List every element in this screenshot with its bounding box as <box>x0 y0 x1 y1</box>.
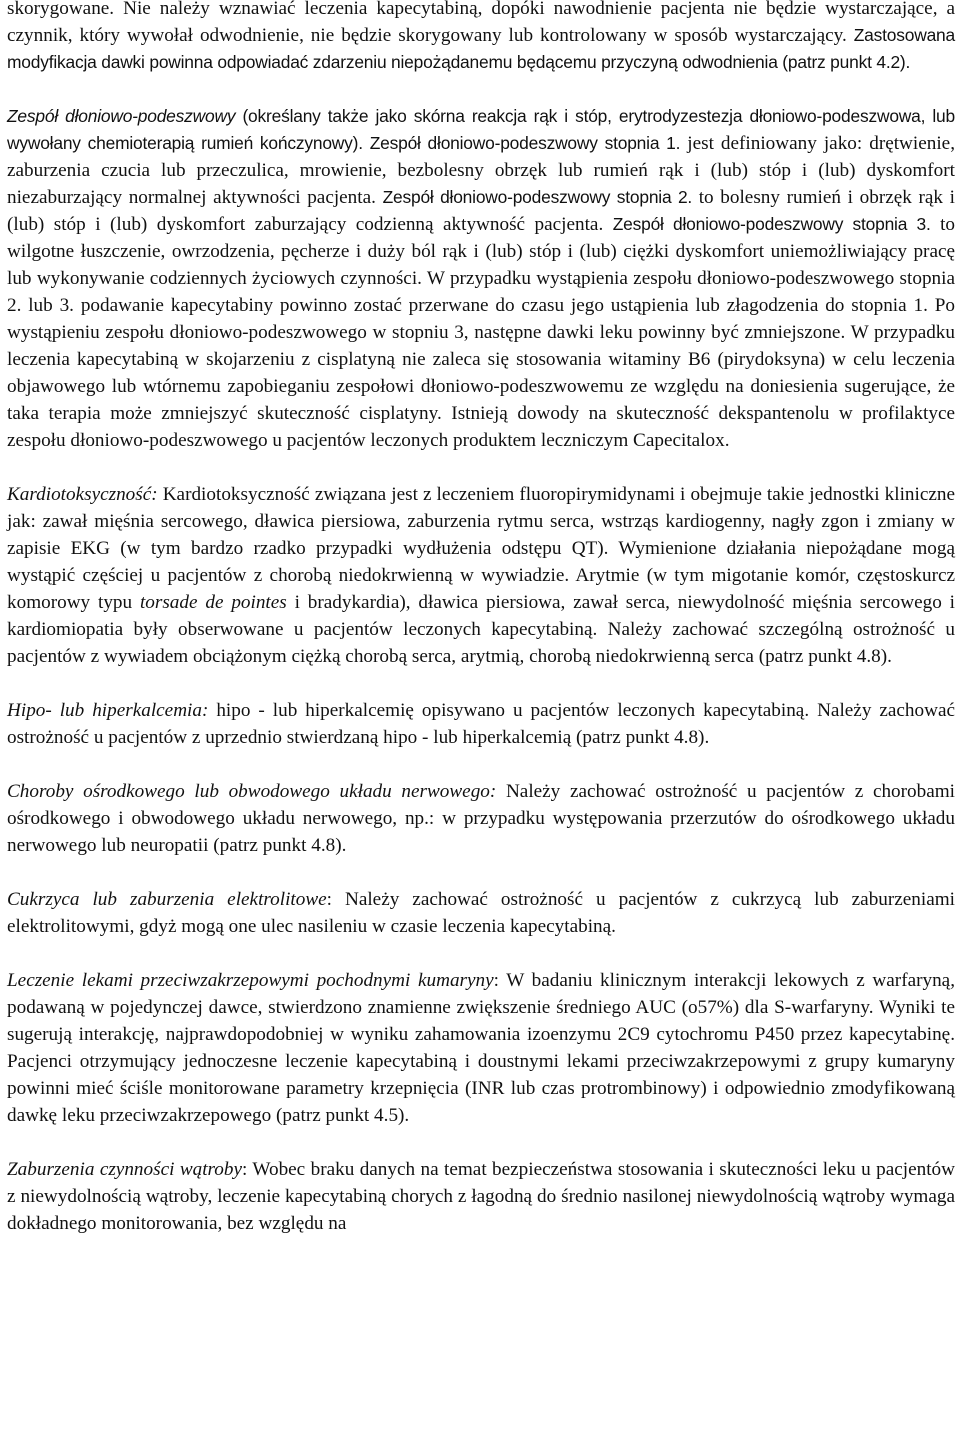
text-segment-italic: torsade de pointes <box>139 592 287 613</box>
paragraph-calcemia <box>7 697 955 751</box>
text-segment: (określany także jako skórna reakcja rąk i stóp, erytrodyzestezja dłoniowo-podeszwowa, lub wywołany chemioterapią rumień kończynowy). Zespół dłoniowo-podeszwowy stopnia 1. <box>7 106 955 153</box>
text-segment: : Wobec braku danych na temat bezpieczeństwa stosowania i skuteczności leku u pacjentów z niewydolnością wątroby, leczenie kapecytabiną chorych z łagodną do średnio nasilonej niewydolnością wątroby wymaga dokładnego monitorowania, bez względu na <box>7 1159 955 1234</box>
section-heading: Choroby ośrodkowego lub obwodowego układu nerwowego: <box>7 781 497 802</box>
paragraph-dehydration-end <box>7 0 955 76</box>
section-heading: Zespół dłoniowo-podeszwowy <box>7 106 236 126</box>
text-segment: skorygowane. <box>7 0 124 19</box>
paragraph-liver <box>7 1156 955 1237</box>
text-segment: i bradykardia), dławica piersiowa, zawał serca, niewydolność mięśnia sercowego i kardiomiopatia były obserwowane u pacjentów leczonych kapecytabiną. Należy zachować szczególną ostrożność u pacjentów z wywiadem obciążonym ciężką chorobą serca, arytmią, chorobą niedokrwienną serca (patrz punkt 4.8). <box>7 592 955 667</box>
paragraph-nervous-system <box>7 778 955 859</box>
text-segment: hipo - lub hiperkalcemię opisywano u pacjentów leczonych kapecytabiną. Należy zachować ostrożność u pacjentów z uprzednio stwierdzaną hipo - lub hiperkalcemią (patrz punkt 4.8). <box>7 700 955 748</box>
text-segment: Nie należy wznawiać leczenia kapecytabiną, dopóki nawodnienie pacjenta nie będzie wystarczające, a czynnik, który wywołał odwodnienie, nie będzie skorygowany lub kontrolowany w sposób wystarczający. <box>7 0 955 46</box>
text-segment: Zastosowana modyfikacja dawki powinna odpowiadać zdarzeniu niepożądanemu będącemu przyczyną odwodnienia (patrz punkt 4.2). <box>7 25 955 72</box>
text-segment: Zespół dłoniowo-podeszwowy stopnia 2. <box>382 187 693 207</box>
text-segment: jest definiowany jako: drętwienie, zaburzenia czucia lub przeczulica, mrowienie, bezbolesny obrzęk lub rumień rąk i (lub) stóp i (lub) dyskomfort niezaburzający normalnej aktywności pacjenta. <box>7 133 955 208</box>
section-heading: Hipo- lub hiperkalcemia: <box>7 700 209 721</box>
paragraph-anticoagulants <box>7 967 955 1129</box>
text-segment: : Należy zachować ostrożność u pacjentów z cukrzycą lub zaburzeniami elektrolitowymi, gdyż mogą one ulec nasileniu w czasie leczenia kapecytabiną. <box>7 889 955 937</box>
text-segment: Należy zachować ostrożność u pacjentów z chorobami ośrodkowego i obwodowego układu nerwowego, np.: w przypadku występowania przerzutów do ośrodkowego układu nerwowego lub neuropatii (patrz punkt 4.8). <box>7 781 955 856</box>
section-heading: Kardiotoksyczność: <box>7 484 158 505</box>
paragraph-hand-foot-syndrome <box>7 103 955 454</box>
paragraph-diabetes <box>7 886 955 940</box>
text-segment: to wilgotne łuszczenie, owrzodzenia, pęcherze i duży ból rąk i (lub) stóp i (lub) ciężki dyskomfort uniemożliwiający pracę lub wykonywanie codziennych życiowych czynności. W przypadku wystąpienia zespołu dłoniowo-podeszwowego stopnia 2. lub 3. <box>7 214 955 316</box>
document-page <box>7 0 955 1264</box>
section-heading: Leczenie lekami przeciwzakrzepowymi pochodnymi kumaryny <box>7 970 494 991</box>
text-segment: : W badaniu klinicznym interakcji lekowych z warfaryną, podawaną w pojedynczej dawce, stwierdzono znamienne zwiększenie średniego AUC (o57%) dla S-warfaryny. Wyniki te sugerują interakcję, najprawdopodobniej w wyniku zahamowania izoenzymu 2C9 cytochromu P450 przez kapecytabinę. Pacjenci otrzymujący jednoczesne leczenie kapecytabiną i doustnymi lekami przeciwzakrzepowymi z grupy kumaryny powinni mieć ściśle monitorowane parametry krzepnięcia (INR lub czas protrombinowy) i odpowiednio zmodyfikowaną dawkę leku przeciwzakrzepowego (patrz punkt 4.5). <box>7 970 955 1126</box>
section-heading: Zaburzenia czynności wątroby <box>7 1159 243 1180</box>
text-segment: to bolesny rumień i obrzęk rąk i (lub) stóp i (lub) dyskomfort zaburzający codzienną aktywność pacjenta. <box>7 187 955 235</box>
section-heading: Cukrzyca lub zaburzenia elektrolitowe <box>7 889 327 910</box>
text-segment: Kardiotoksyczność związana jest z leczeniem fluoropirymidynami i obejmuje takie jednostki kliniczne jak: zawał mięśnia sercowego, dławica piersiowa, zaburzenia rytmu serca, wstrząs kardiogenny, nagły zgon i zmiany w zapisie EKG (w tym bardzo rzadko przypadki wydłużenia odstępu QT). Wymienione działania niepożądane mogą wystąpić częściej u pacjentów z chorobą niedokrwienną w wywiadzie. Arytmie (w tym migotanie komór, częstoskurcz komorowy typu <box>7 484 955 613</box>
text-segment: Zespół dłoniowo-podeszwowy stopnia 3. <box>612 214 931 234</box>
text-segment: podawanie kapecytabiny powinno zostać przerwane do czasu jego ustąpienia lub złagodzenia do stopnia 1. Po wystąpieniu zespołu dłoniowo-podeszwowego w stopniu 3, następne dawki leku powinny być zmniejszone. W przypadku leczenia kapecytabiną w skojarzeniu z cisplatyną nie zaleca się stosowania witaminy B6 (pirydoksyna) w celu leczenia objawowego lub wtórnemu zapobieganiu zespołowi dłoniowo-podeszwowemu ze względu na doniesienia sugerujące, że taka terapia może zmniejszyć skuteczność cisplatyny. Istnieją dowody na skuteczność dekspantenolu w profilaktyce zespołu dłoniowo-podeszwowego u pacjentów leczonych produktem leczniczym Capecitalox. <box>7 295 955 451</box>
paragraph-cardiotoxicity <box>7 481 955 670</box>
